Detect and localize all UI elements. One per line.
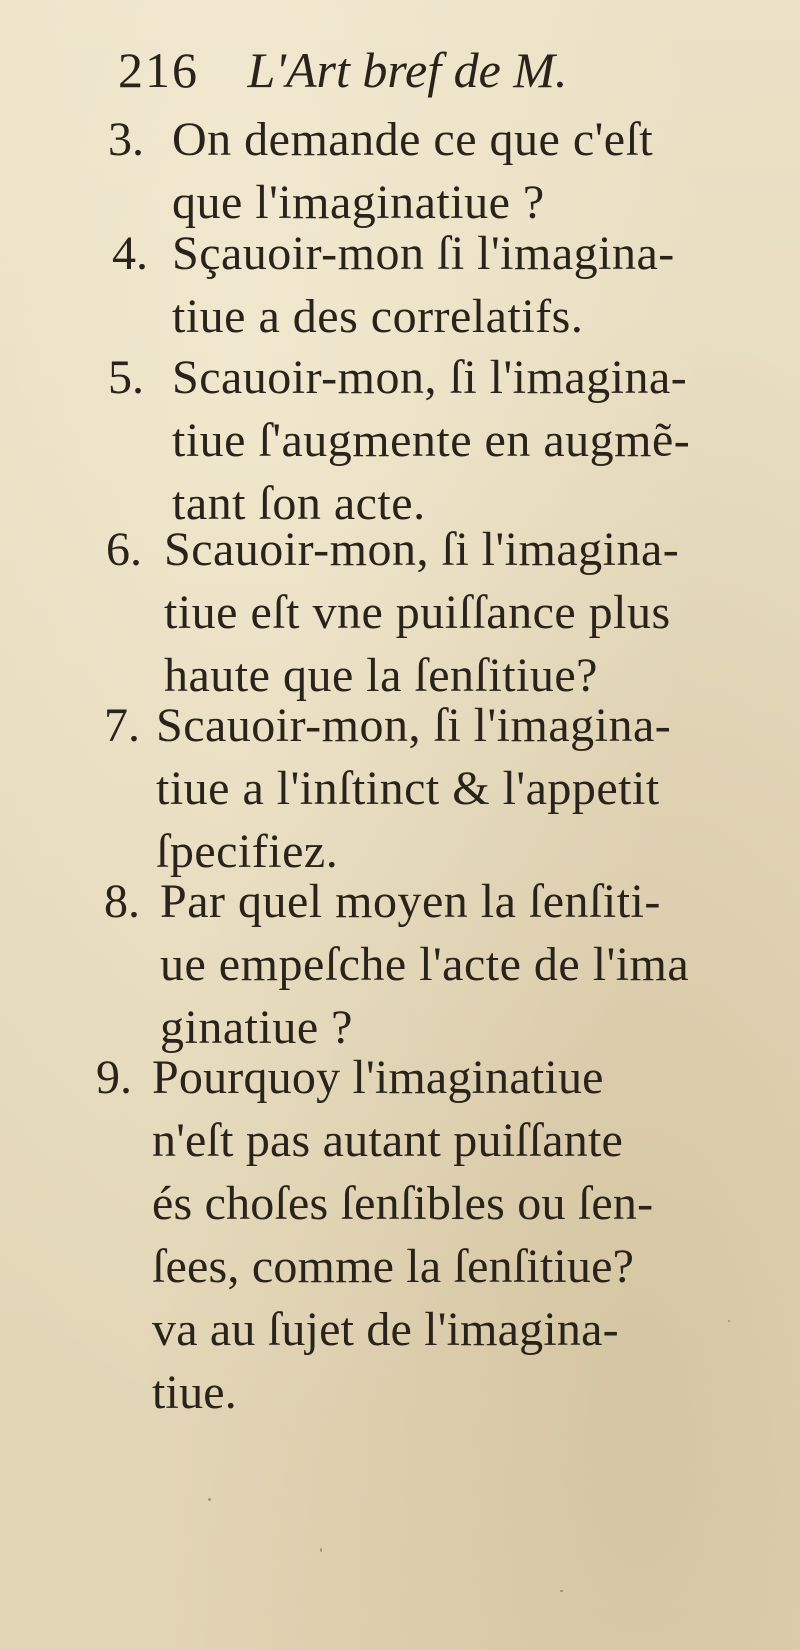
page-number: 216 bbox=[118, 42, 199, 98]
text-line: ſpecifiez. bbox=[156, 825, 339, 878]
text-line: tiue eſt vne puiſſance plus bbox=[164, 586, 671, 639]
text-line: ginatiue ? bbox=[160, 1001, 353, 1054]
text-line: que l'imaginatiue ? bbox=[172, 176, 545, 229]
question-number: 3. bbox=[108, 113, 144, 166]
text-line: tiue ſ'augmente en augmẽ- bbox=[172, 414, 691, 467]
text-line: tiue a des correlatifs. bbox=[172, 290, 584, 343]
text-line: haute que la ſenſitiue? bbox=[164, 649, 598, 702]
text-line: tiue a l'inſtinct & l'appetit bbox=[156, 762, 660, 815]
text-line: Sçauoir-mon ſi l'imagina- bbox=[172, 227, 675, 280]
paper-speck bbox=[208, 1498, 211, 1501]
text-line: Scauoir-mon, ſi l'imagina- bbox=[172, 351, 688, 404]
text-line: tant ſon acte. bbox=[172, 477, 426, 530]
question-number: 7. bbox=[104, 699, 140, 752]
text-line: n'eſt pas autant puiſſante bbox=[152, 1114, 624, 1167]
running-title: L'Art bref de M. bbox=[247, 42, 568, 98]
question-text bbox=[160, 870, 689, 1059]
text-line: ue empeſche l'acte de l'ima bbox=[160, 938, 690, 991]
page-header bbox=[118, 40, 567, 100]
text-line: va au ſujet de l'imagina- bbox=[152, 1303, 619, 1356]
question-text bbox=[156, 694, 671, 883]
question-number: 6. bbox=[106, 523, 142, 576]
text-line: ſees, comme la ſenſitiue? bbox=[152, 1240, 635, 1293]
text-line: Scauoir-mon, ſi l'imagina- bbox=[164, 523, 680, 576]
paper-speck bbox=[320, 1548, 322, 1552]
question-number: 5. bbox=[108, 351, 144, 404]
text-line: On demande ce que c'eſt bbox=[172, 113, 654, 166]
question-text bbox=[172, 108, 653, 234]
text-line: Scauoir-mon, ſi l'imagina- bbox=[156, 699, 672, 752]
question-text bbox=[172, 346, 690, 535]
question-number: 4. bbox=[112, 227, 148, 280]
text-line: Par quel moyen la ſenſiti- bbox=[160, 875, 661, 928]
question-text bbox=[152, 1046, 653, 1424]
question-text bbox=[164, 518, 679, 707]
paper-speck bbox=[560, 1590, 563, 1592]
text-line: és choſes ſenſibles ou ſen- bbox=[152, 1177, 654, 1230]
question-text bbox=[172, 222, 675, 348]
text-line: tiue. bbox=[152, 1366, 237, 1419]
question-number: 9. bbox=[96, 1051, 132, 1104]
question-number: 8. bbox=[104, 875, 140, 928]
text-line: Pourquoy l'imaginatiue bbox=[152, 1051, 604, 1104]
paper-speck bbox=[728, 1320, 730, 1322]
